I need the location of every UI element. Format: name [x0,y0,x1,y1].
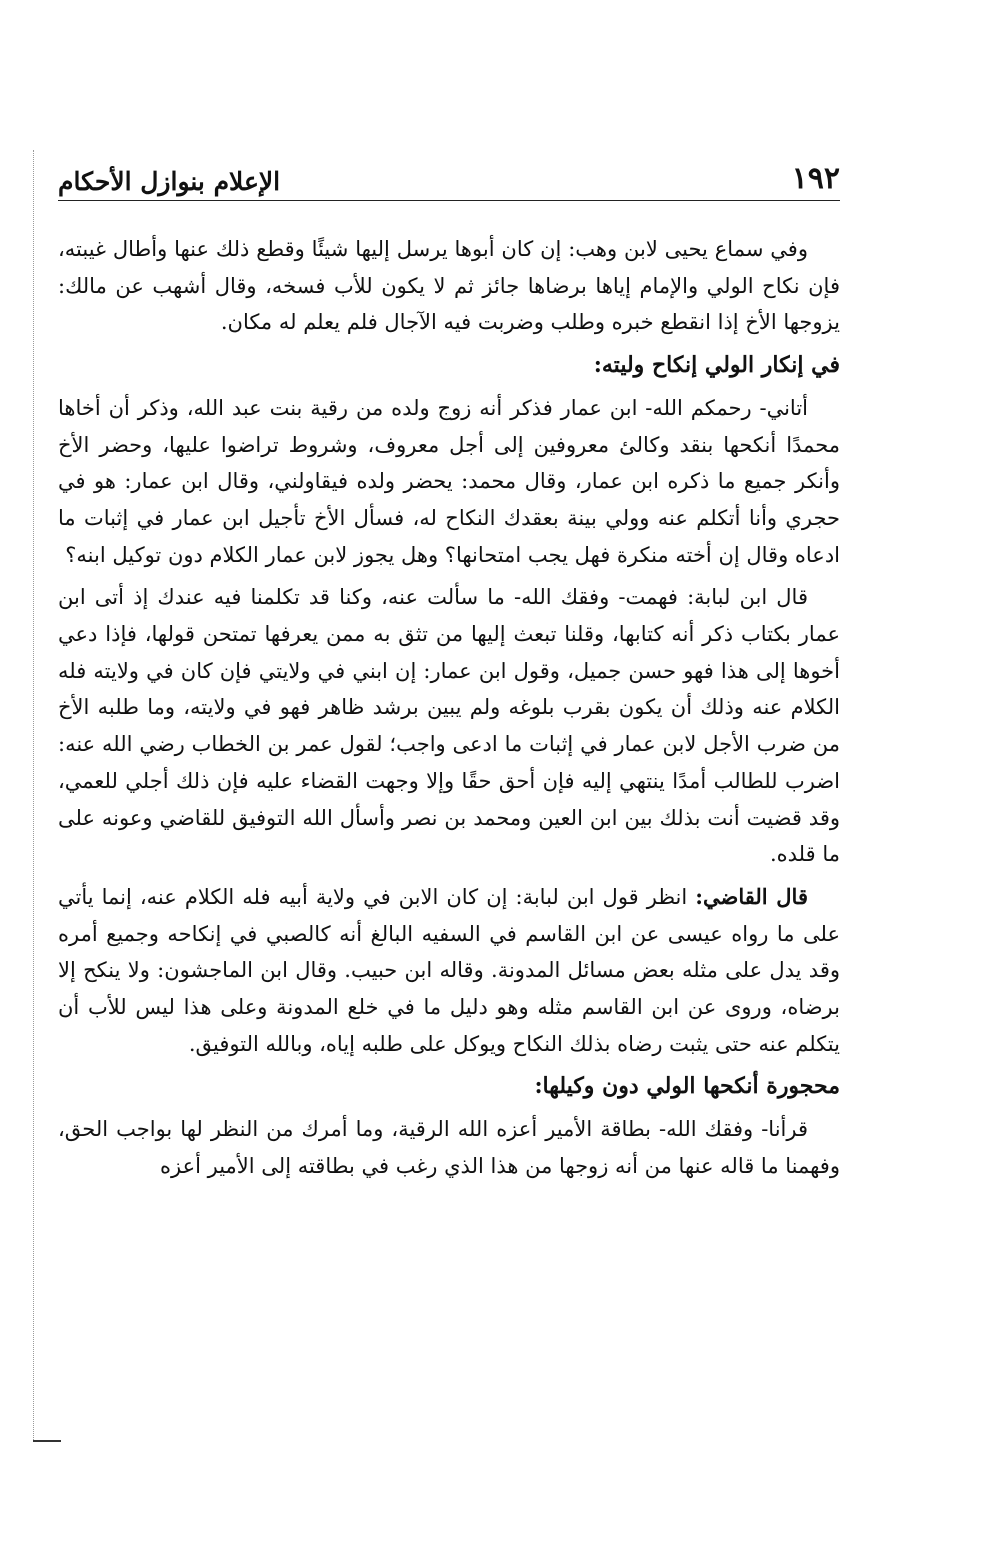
page-body [58,231,840,1185]
paragraph-3: قال ابن لبابة: فهمت- وفقك الله- ما سألت عنه، وكنا قد تكلمنا فيه عندك إذ أتى ابن عمار بكتاب ذكر أنه كتابها، وقلنا تبعث إليها من تثق به ممن يعرفها تمتحن قولها، فإذا دعي أخوها إلى هذا فهو حسن جميل، وقول ابن عمار: إن ابني في ولايتي فإن كان في ولايته فله الكلام عنه وذلك أن يكون بقرب بلوغه ولم يبين برشد ظاهر فهو في ولايته، وما طلبه الأخ من ضرب الأجل لابن عمار في إثبات ما ادعى واجب؛ لقول عمر بن الخطاب رضي الله عنه: اضرب للطالب أمدًا ينتهي إليه فإن أحق حقًا وإلا وجهت القضاء عليه فإن ذلك أجلي للعمي، وقد قضيت أنت بذلك بين ابن العين ومحمد بن نصر وأسأل الله التوفيق للقاضي وعونه على ما قلده. [58,585,840,867]
paragraph-4 [58,879,840,1063]
qadi-label: قال القاضي: [695,883,808,909]
paragraph-5: قرأنا- وفقك الله- بطاقة الأمير أعزه الله الرقية، وما أمرك من النظر لها بواجب الحق، وفهمنا ما قاله عنها من أنه زوجها من هذا الذي رغب في بطاقته إلى الأمير أعزه [58,1117,840,1178]
paragraph-2: أتاني- رحمكم الله- ابن عمار فذكر أنه زوج ولده من رقية بنت عبد الله، وذكر أن أخاها محمدًا أنكحها بنقد وكالئ معروفين إلى أجل معروف، وشروط تراضوا عليها، وحضر الأخ وأنكر جميع ما ذكره ابن عمار، وقال محمد: يحضر ولده فيقاولني، وقال ابن عمار: هو في حجري وأنا أتكلم عنه وولي بينة بعقدك النكاح له، فسأل الأخ تأجيل ابن عمار في إثبات ما ادعاه وقال إن أخته منكرة فهل يجب امتحانها؟ وهل يجوز لابن عمار الكلام دون توكيل ابنه؟ [58,395,840,567]
section-heading-1: في إنكار الولي إنكاح وليته: [593,352,840,379]
margin-rule [33,150,34,1440]
paragraph-1: وفي سماع يحيى لابن وهب: إن كان أبوها يرسل إليها شيئًا وقطع ذلك عنها وأطال غيبته، فإن نكاح الولي والإمام إياها برضاها جائز ثم لا يكون للأب فسخه، وقال أشهب عن مالك: يزوجها الأخ إذا انقطع خبره وطلب وضربت فيه الآجال فلم يعلم له مكان. [58,237,840,335]
margin-tick [33,1440,61,1442]
paragraph-4-text: انظر قول ابن لبابة: إن كان الابن في ولاية أبيه فله الكلام عنه، إنما يأتي على ما رواه عيسى عن ابن القاسم في السفيه البالغ أنه كالصبي في إنكاحه وجميع أمره وقد يدل على مثله بعض مسائل المدونة. وقاله ابن حبيب. وقال ابن الماجشون: ولا ينكح إلا برضاه، وروى عن ابن القاسم مثله وهو دليل ما في خلع المدونة وعلى هذا ليس للأب أن يتكلم عنه حتى يثبت رضاه بذلك النكاح ويوكل على طلبه إياه، وبالله التوفيق. [58,884,840,1056]
page-number: ١٩٢ [791,161,840,196]
book-page [58,150,840,1191]
running-header [58,150,840,201]
section-heading-2: محجورة أنكحها الولي دون وكيلها: [534,1073,840,1100]
book-title: الإعلام بنوازل الأحكام [58,167,281,196]
